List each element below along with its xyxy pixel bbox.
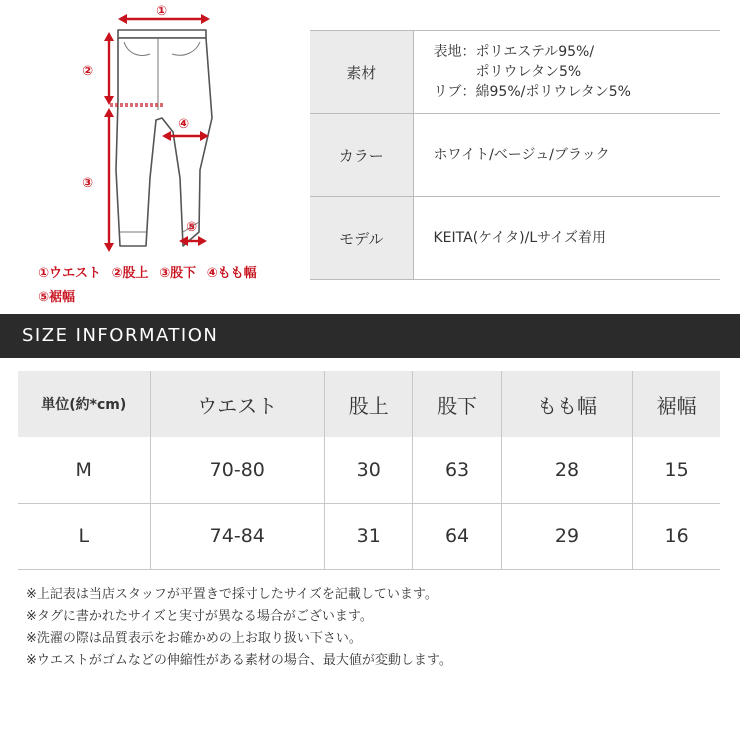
header-unit: 単位(約*cm) (18, 371, 150, 437)
size-notes (26, 584, 452, 672)
inseam-value: 64 (413, 503, 501, 569)
material-line-3: リブ：綿95%/ポリウレタン5% (433, 84, 631, 100)
thigh-value: 29 (501, 503, 632, 569)
spec-row-color (310, 114, 720, 197)
measurement-legend (38, 262, 300, 286)
header-waist: ウエスト (150, 371, 325, 437)
spec-key-model: モデル (310, 197, 413, 280)
size-label: M (18, 437, 150, 503)
material-line-2: ポリウレタン5% (433, 64, 582, 80)
spec-key-color: カラー (310, 114, 413, 197)
thigh-marker: ④ (178, 117, 190, 132)
legend-rise: ②股上 (111, 266, 149, 281)
product-spec-table (310, 30, 720, 280)
table-row (18, 503, 720, 569)
legend-waist: ①ウエスト (38, 266, 102, 281)
inseam-marker: ③ (82, 176, 94, 191)
waist-value: 70-80 (150, 437, 325, 503)
spec-row-model (310, 197, 720, 280)
spec-value-color: ホワイト/ベージュ/ブラック (413, 114, 720, 197)
legend-inseam: ③股下 (159, 266, 197, 281)
spec-row-material (310, 31, 720, 114)
spec-key-material: 素材 (310, 31, 413, 114)
inseam-value: 63 (413, 437, 501, 503)
legend-hem: ⑤裾幅 (38, 290, 76, 305)
waist-marker: ① (156, 4, 168, 19)
spec-value-model: KEITA(ケイタ)/Lサイズ着用 (413, 197, 720, 280)
note-line: ※タグに書かれたサイズと実寸が異なる場合がございます。 (26, 609, 373, 624)
thigh-value: 28 (501, 437, 632, 503)
pants-diagram (0, 0, 300, 310)
note-line: ※ウエストがゴムなどの伸縮性がある素材の場合、最大値が変動します。 (26, 653, 452, 668)
size-table (18, 371, 720, 570)
note-line: ※洗濯の際は品質表示をお確かめの上お取り扱い下さい。 (26, 631, 362, 646)
material-line-1: 表地：ポリエステル95%/ (433, 44, 595, 60)
size-table-header (18, 371, 720, 437)
header-hem: 裾幅 (633, 371, 720, 437)
waist-value: 74-84 (150, 503, 325, 569)
hem-marker: ⑤ (186, 220, 198, 235)
header-rise: 股上 (325, 371, 413, 437)
rise-value: 31 (325, 503, 413, 569)
pants-illustration (0, 0, 300, 262)
header-inseam: 股下 (413, 371, 501, 437)
spec-value-material (413, 31, 720, 114)
hem-value: 16 (633, 503, 720, 569)
legend-thigh: ④もも幅 (206, 266, 257, 281)
note-line: ※上記表は当店スタッフが平置きで採寸したサイズを記載しています。 (26, 587, 438, 602)
hem-value: 15 (633, 437, 720, 503)
rise-value: 30 (325, 437, 413, 503)
rise-marker: ② (82, 64, 94, 79)
header-thigh: もも幅 (501, 371, 632, 437)
size-label: L (18, 503, 150, 569)
size-information-heading: SIZE INFORMATION (0, 314, 740, 358)
table-row (18, 437, 720, 503)
